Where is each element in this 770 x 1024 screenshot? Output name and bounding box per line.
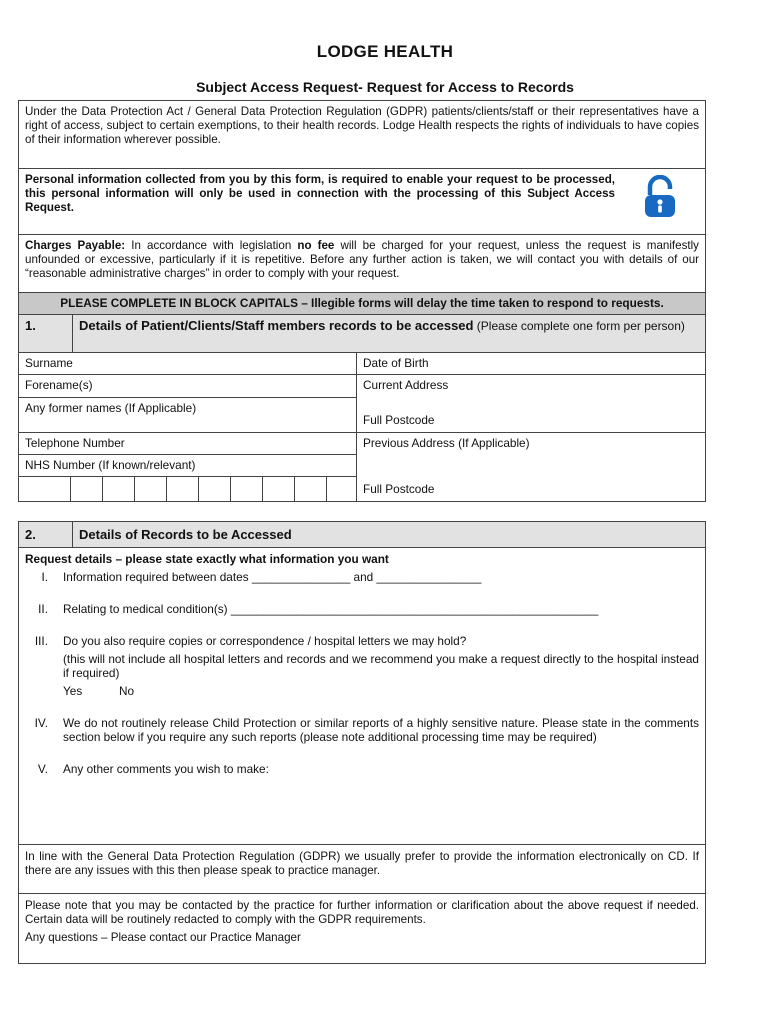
section-2-title: [73, 522, 705, 547]
telephone-field[interactable]: Telephone Number: [19, 433, 356, 455]
nhs-digit-box[interactable]: [103, 477, 135, 501]
section-1-title: [73, 315, 705, 352]
nhs-digit-box[interactable]: [199, 477, 231, 501]
request-details: [19, 548, 705, 845]
section-2-title-text: Details of Records to be Accessed: [79, 527, 292, 542]
questions-note: Any questions – Please contact our Practice Manager: [25, 931, 301, 944]
dob-field[interactable]: Date of Birth: [357, 353, 705, 375]
nhs-digit-box[interactable]: [135, 477, 167, 501]
item-number: III.: [34, 634, 48, 648]
former-names-field[interactable]: Any former names (If Applicable): [19, 398, 356, 433]
charges-text-continued: will be charged for your request, unless the request is manifestly unfounded or excessive, particularly if it is repetitive. Before any further action is taken, we will contact you with details of our “reasonable administrative charges” in order to comply with your request.: [25, 239, 699, 280]
charges-paragraph: [19, 235, 705, 300]
yes-option[interactable]: Yes: [63, 684, 83, 698]
forenames-field[interactable]: Forename(s): [19, 375, 356, 398]
contact-note-text: Please note that you may be contacted by the practice for further information or clarification about the above request if needed. Certain data will be routinely redacted to comply with the GDPR requirements.: [25, 899, 699, 926]
request-item-2[interactable]: [25, 602, 699, 616]
gdpr-note: In line with the General Data Protection Regulation (GDPR) we usually prefer to provide the information electronically on CD. If there are any issues with this then please speak to practice manager.: [19, 845, 705, 894]
no-fee-text: no fee: [297, 239, 335, 252]
lock-open-icon: [643, 175, 677, 219]
surname-field[interactable]: Surname: [19, 353, 356, 375]
section-1-title-note: (Please complete one form per person): [473, 319, 685, 333]
section-2-number: 2.: [19, 522, 73, 547]
no-option[interactable]: No: [119, 684, 135, 698]
intro-box: [18, 100, 706, 301]
section-1-header: [19, 315, 705, 353]
intro-paragraph: Under the Data Protection Act / General Data Protection Regulation (GDPR) patients/clients/staff or their representatives have a right of access, subject to certain exemptions, to their health records. Lodge Health respects the rights of individuals to have copies of their information wherever possible.: [19, 101, 705, 169]
full-postcode-field[interactable]: Full Postcode: [357, 410, 705, 433]
section-2: [18, 521, 706, 964]
previous-address-field[interactable]: Previous Address (If Applicable): [363, 436, 530, 450]
section-1: [18, 292, 706, 502]
nhs-digit-box[interactable]: [19, 477, 71, 501]
patient-details-right: [357, 353, 705, 501]
item-text: Relating to medical condition(s) ________________________________________________________: [63, 602, 599, 616]
item-text: We do not routinely release Child Protection or similar reports of a highly sensitive nature. Please state in the comments section below if you require any such reports (please note additional processing time may be required): [63, 716, 699, 744]
request-item-3: [25, 634, 699, 698]
nhs-digit-box[interactable]: [71, 477, 103, 501]
privacy-notice: [19, 169, 705, 235]
patient-details-grid: [19, 353, 705, 501]
item-3-note: (this will not include all hospital letters and records and we recommend you make a request directly to the hospital instead if required): [63, 652, 699, 680]
block-capitals-banner: PLEASE COMPLETE IN BLOCK CAPITALS – Illegible forms will delay the time taken to respond to requests.: [19, 293, 705, 315]
patient-details-left: [19, 353, 357, 501]
page-title: LODGE HEALTH: [316, 42, 454, 61]
contact-note: [19, 894, 705, 963]
section-2-header: [19, 522, 705, 548]
current-address-field[interactable]: Current Address: [363, 378, 449, 392]
item-number: V.: [37, 762, 48, 776]
charges-label: Charges Payable:: [25, 239, 126, 252]
charges-text: In accordance with legislation: [125, 239, 298, 252]
request-item-5[interactable]: [25, 762, 699, 776]
privacy-notice-text: Personal information collected from you by this form, is required to enable your request to be processed, this personal information will only be used in connection with the processing of this Subject Access Request.: [25, 173, 615, 214]
item-number: I.: [41, 570, 48, 584]
page-subtitle: Subject Access Request- Request for Access to Records: [196, 79, 574, 95]
section-1-title-text: Details of Patient/Clients/Staff members records to be accessed: [79, 318, 474, 333]
item-number: II.: [38, 602, 48, 616]
request-item-1[interactable]: [25, 570, 699, 584]
previous-full-postcode-field[interactable]: Full Postcode: [363, 482, 435, 496]
nhs-digit-box[interactable]: [167, 477, 199, 501]
item-number: IV.: [34, 716, 48, 730]
section-1-number: 1.: [19, 315, 73, 352]
request-item-4: [25, 716, 699, 744]
request-details-heading: Request details – please state exactly what information you want: [25, 552, 389, 566]
nhs-digit-box[interactable]: [295, 477, 327, 501]
nhs-digit-box[interactable]: [327, 477, 356, 501]
nhs-digit-box[interactable]: [263, 477, 295, 501]
item-text: Information required between dates _______________ and ________________: [63, 570, 482, 584]
item-text: Any other comments you wish to make:: [63, 762, 269, 776]
nhs-number-boxes: [19, 477, 356, 501]
item-text: Do you also require copies or correspondence / hospital letters we may hold?: [63, 634, 467, 648]
nhs-number-label: NHS Number (If known/relevant): [19, 455, 356, 477]
nhs-digit-box[interactable]: [231, 477, 263, 501]
